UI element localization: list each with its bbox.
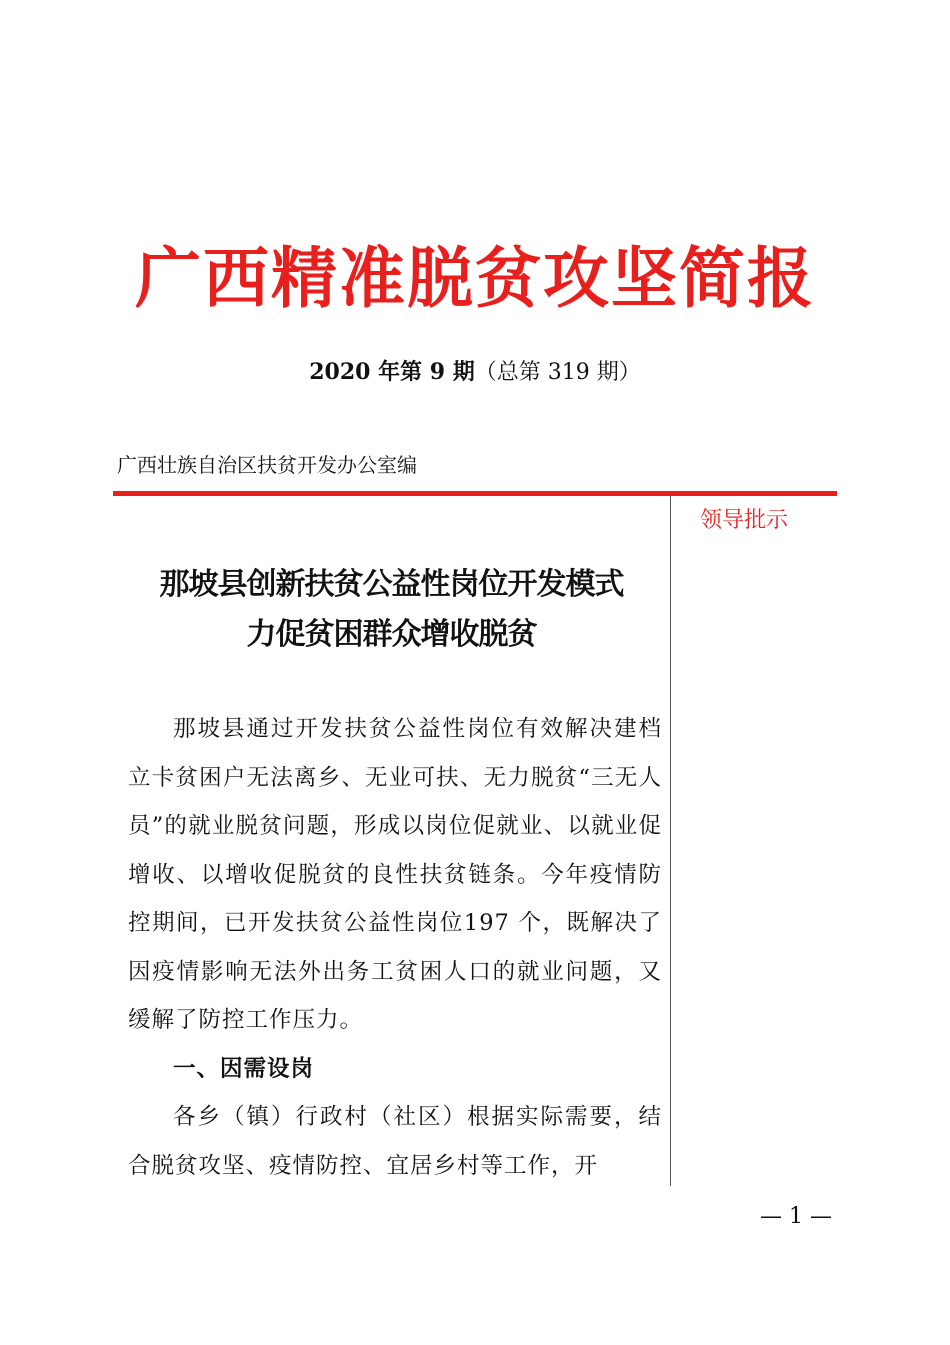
column-divider bbox=[670, 496, 671, 1186]
article-paragraph-1: 那坡县通过开发扶贫公益性岗位有效解决建档立卡贫困户无法离乡、无业可扶、无力脱贫“三无人员”的就业脱贫问题，形成以岗位促就业、以就业促增收、以增收促脱贫的良性扶贫链条。今年疫情防控期间，已开发扶贫公益性岗位197 个，既解决了因疫情影响无法外出务工贫困人口的就业问题，又缓解了防控工作压力。 bbox=[128, 716, 662, 1033]
article-title bbox=[113, 560, 670, 660]
article-paragraph-2: 各乡（镇）行政村（社区）根据实际需要，结合脱贫攻坚、疫情防控、宜居乡村等工作，开 bbox=[128, 1104, 662, 1179]
article-body bbox=[128, 705, 662, 1190]
issue-number: 2020 年第 9 期 bbox=[309, 359, 475, 385]
article-title-line-2: 力促贫困群众增收脱贫 bbox=[246, 617, 537, 652]
masthead-title: 广西精准脱贫攻坚简报 bbox=[135, 239, 815, 317]
leader-instructions-label: 领导批示 bbox=[700, 508, 789, 533]
editor-organization: 广西壮族自治区扶贫开发办公室编 bbox=[117, 453, 417, 477]
issue-total-number: （总第 319 期） bbox=[474, 360, 641, 385]
header-red-rule bbox=[113, 491, 837, 496]
section-heading-1: 一、因需设岗 bbox=[173, 1055, 315, 1082]
article-title-line-1: 那坡县创新扶贫公益性岗位开发模式 bbox=[159, 567, 624, 602]
issue-line bbox=[0, 356, 950, 389]
page-number: — 1 — bbox=[760, 1204, 832, 1229]
